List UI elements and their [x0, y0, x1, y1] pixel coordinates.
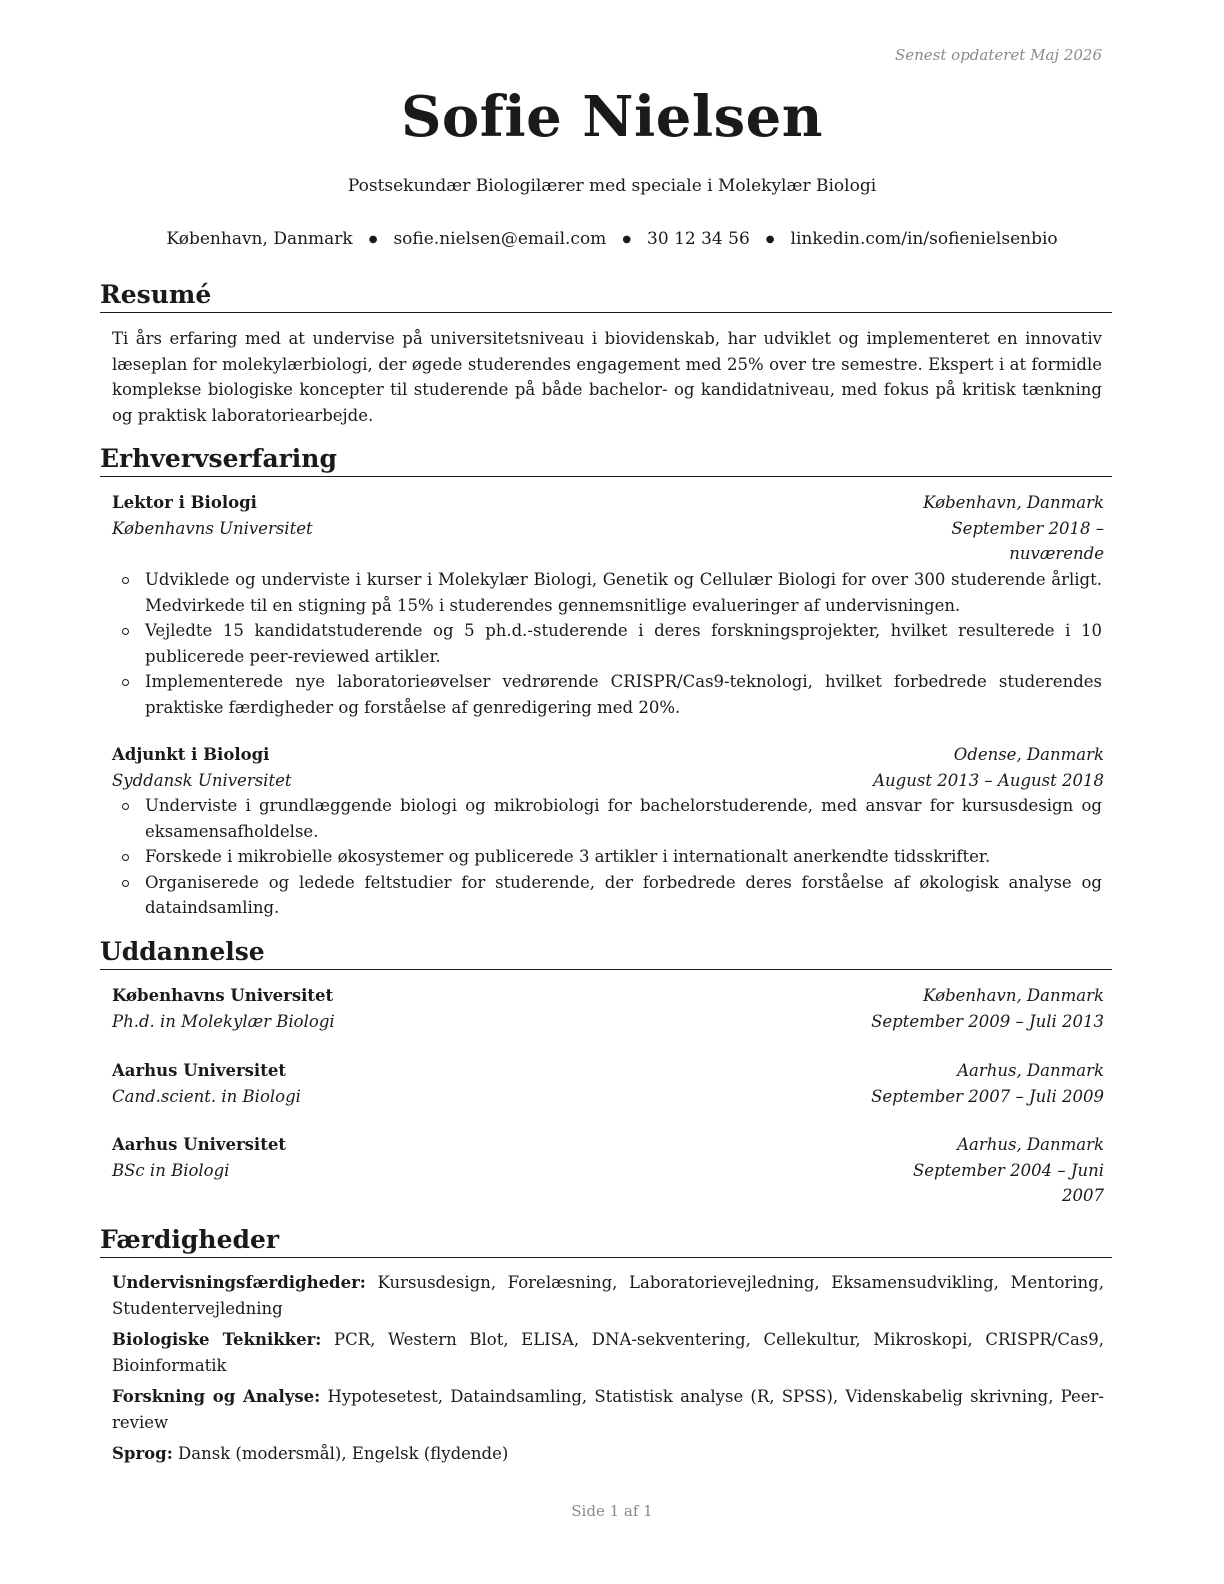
tagline: Postsekundær Biologilærer med speciale i Molekylær Biologi — [347, 176, 877, 196]
list-item: Underviste i grundlæggende biologi og mikrobiologi for bachelorstuderende, med ansvar for kursusdesign og eksamensafholdelse. — [112, 793, 1102, 844]
education-entry — [112, 1058, 1104, 1109]
contact-linkedin[interactable]: linkedin.com/in/sofienielsenbio — [790, 229, 1058, 249]
job-title: Adjunkt i Biologi — [112, 745, 270, 764]
job-dates: September 2018 – nuværende — [951, 518, 1104, 563]
section-title-summary: Resumé — [100, 279, 1112, 313]
school-name: Aarhus Universitet — [112, 1135, 286, 1154]
experience-bullets — [112, 793, 1102, 921]
job-organization: Syddansk Universitet — [112, 770, 292, 790]
experience-bullets — [112, 567, 1102, 720]
candidate-name: Sofie Nielsen — [400, 84, 823, 150]
section-title-education: Uddannelse — [100, 936, 1112, 970]
last-updated: Senest opdateret Maj 2026 — [894, 46, 1102, 64]
section-title-experience: Erhvervserfaring — [100, 443, 1112, 477]
page-number: Side 1 af 1 — [571, 1502, 653, 1520]
school-location: København, Danmark — [923, 986, 1104, 1005]
contact-phone: 30 12 34 56 — [647, 229, 750, 249]
experience-entry — [112, 490, 1104, 567]
skill-row: Biologiske Teknikker: PCR, Western Blot, ELISA, DNA-sekventering, Cellekultur, Mikroskopi, CRISPR/Cas9, Bioinformatik — [112, 1330, 1104, 1375]
bullet-separator-icon: ● — [368, 233, 378, 245]
skill-row: Undervisningsfærdigheder: Kursusdesign, Forelæsning, Laboratorievejledning, Eksamensudvikling, Mentoring, Studentervejledning — [112, 1273, 1104, 1318]
summary-paragraph: Ti års erfaring med at undervise på universitetsniveau i biovidenskab, har udviklet og implementeret en innovativ læseplan for molekylærbiologi, der øgede studerendes engagement med 25% over tre semestre. Ekspert i at formidle komplekse biologiske koncepter til studerende på både bachelor- og kandidatniveau, med fokus på kritisk tænkning og praktisk laboratoriearbejde. — [112, 329, 1102, 425]
bullet-separator-icon: ● — [765, 233, 775, 245]
job-location: København, Danmark — [923, 493, 1104, 512]
circle-bullet-icon — [122, 803, 129, 810]
job-organization: Københavns Universitet — [112, 518, 313, 538]
degree-name: Ph.d. in Molekylær Biologi — [112, 1011, 335, 1031]
list-item: Forskede i mikrobielle økosystemer og publicerede 3 artikler i internationalt anerkendte tidsskrifter. — [112, 844, 1102, 870]
degree-dates: September 2009 – Juli 2013 — [871, 1011, 1104, 1031]
job-title: Lektor i Biologi — [112, 493, 257, 512]
experience-entry — [112, 742, 1104, 793]
list-item: Udviklede og underviste i kurser i Molekylær Biologi, Genetik og Cellulær Biologi for over 300 studerende årligt. Medvirkede til en stigning på 15% i studerendes gennemsnitlige evalueringer af undervisningen. — [112, 567, 1102, 618]
school-location: Aarhus, Danmark — [957, 1135, 1104, 1154]
contact-location: København, Danmark — [166, 229, 353, 249]
job-dates: August 2013 – August 2018 — [873, 770, 1104, 790]
school-location: Aarhus, Danmark — [957, 1061, 1104, 1080]
contact-email[interactable]: sofie.nielsen@email.com — [393, 229, 607, 249]
circle-bullet-icon — [122, 577, 129, 584]
circle-bullet-icon — [122, 854, 129, 861]
degree-dates: September 2004 – Juni 2007 — [912, 1160, 1104, 1205]
circle-bullet-icon — [122, 880, 129, 887]
list-item: Implementerede nye laboratorieøvelser vedrørende CRISPR/Cas9-teknologi, hvilket forbedrede studerendes praktiske færdigheder og forståelse af genredigering med 20%. — [112, 669, 1102, 720]
degree-name: Cand.scient. in Biologi — [112, 1086, 301, 1106]
school-name: Københavns Universitet — [112, 986, 334, 1005]
job-location: Odense, Danmark — [953, 745, 1104, 764]
contact-line — [0, 229, 1224, 249]
degree-name: BSc in Biologi — [112, 1160, 230, 1180]
skill-row: Sprog: Dansk (modersmål), Engelsk (flydende) — [112, 1444, 509, 1463]
skill-row: Forskning og Analyse: Hypotesetest, Dataindsamling, Statistisk analyse (R, SPSS), Videnskabelig skrivning, Peer-review — [112, 1387, 1104, 1432]
circle-bullet-icon — [122, 679, 129, 686]
education-entry — [112, 983, 1104, 1034]
circle-bullet-icon — [122, 628, 129, 635]
section-title-skills: Færdigheder — [100, 1224, 1112, 1258]
degree-dates: September 2007 – Juli 2009 — [871, 1086, 1104, 1106]
bullet-separator-icon: ● — [622, 233, 632, 245]
school-name: Aarhus Universitet — [112, 1061, 286, 1080]
skills-list — [112, 1270, 1104, 1473]
education-entry — [112, 1132, 1104, 1209]
list-item: Vejledte 15 kandidatstuderende og 5 ph.d.-studerende i deres forskningsprojekter, hvilket resulterede i 10 publicerede peer-reviewed artikler. — [112, 618, 1102, 669]
list-item: Organiserede og ledede feltstudier for studerende, der forbedrede deres forståelse af økologisk analyse og dataindsamling. — [112, 870, 1102, 921]
